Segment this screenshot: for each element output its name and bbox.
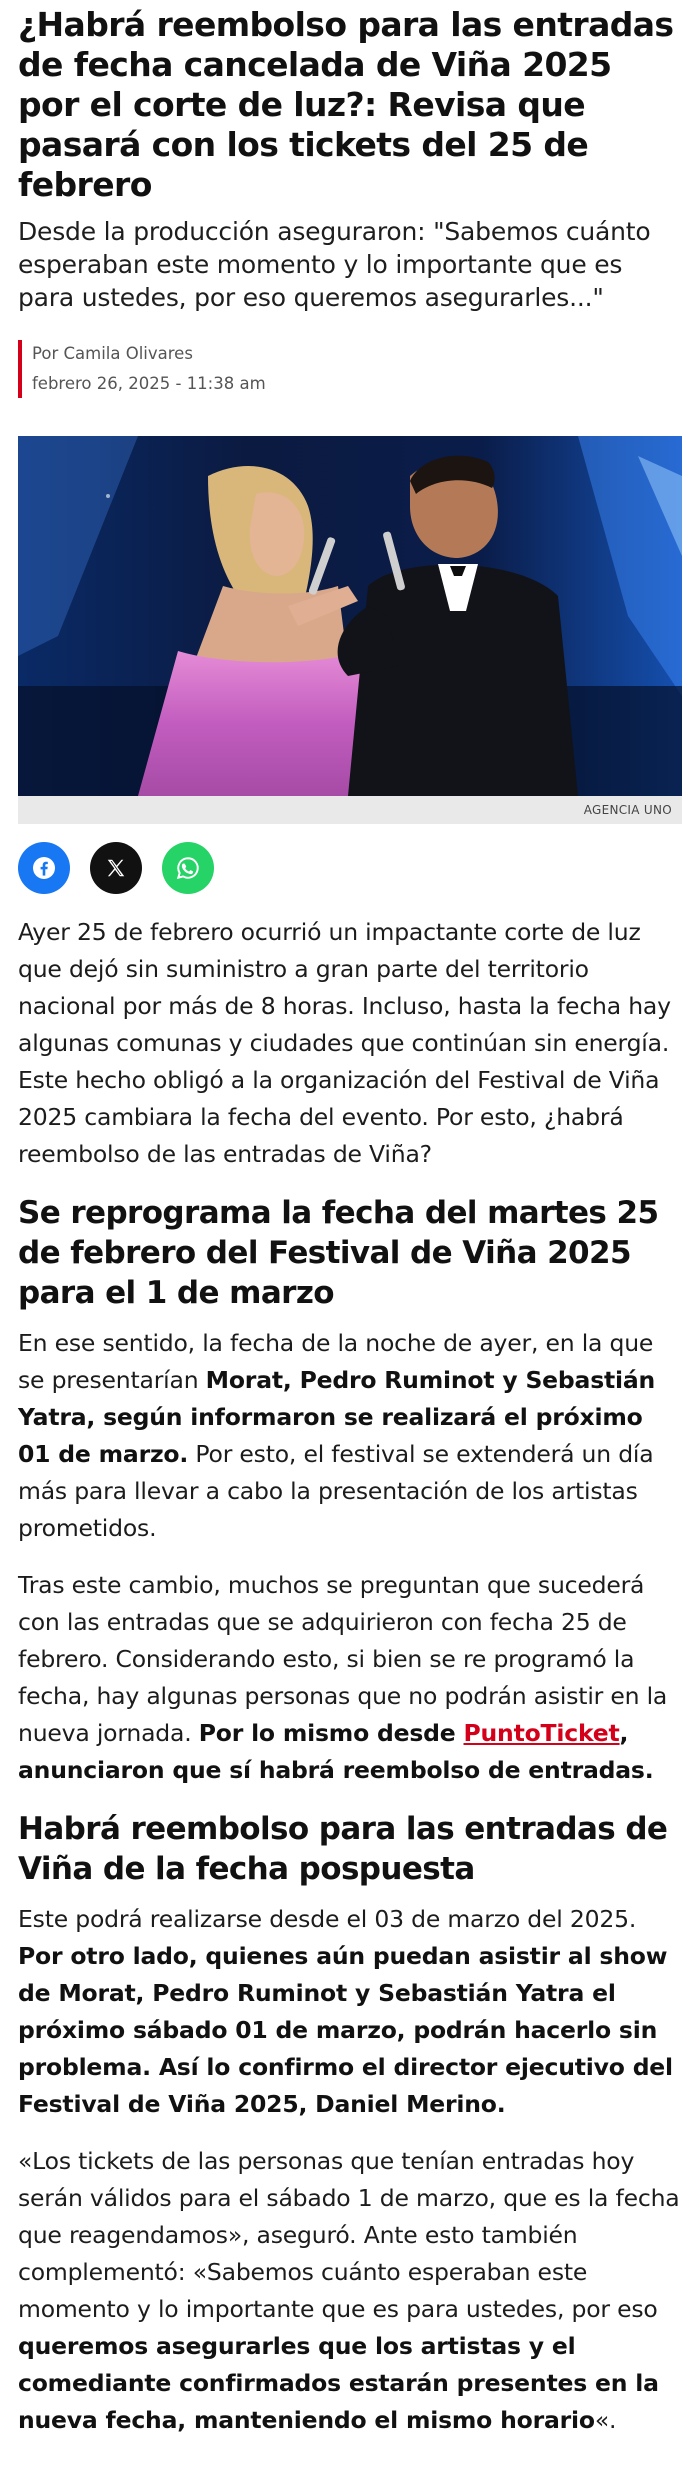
paragraph-2-bold: Morat, Pedro Ruminot y Sebastián Yatra, según informaron se realizará el próximo 01 de marzo. [18, 1366, 656, 1468]
paragraph-3-bold-end: , anunciaron que sí habrá reembolso de entradas. [18, 1719, 654, 1784]
paragraph-3-bold: Por lo mismo desde [198, 1719, 464, 1747]
paragraph-3-text: Tras este cambio, muchos se preguntan que sucederá con las entradas que se adquirieron con fecha 25 de febrero. Considerando esto, si bien se re programó la fecha, hay algunas personas que no podrán asistir en la nueva jornada. [18, 1571, 668, 1747]
article-title: ¿Habrá reembolso para las entradas de fecha cancelada de Viña 2025 por el corte de luz?: Revisa que pasará con los tickets del 25 de febrero [18, 5, 674, 204]
facebook-icon [32, 856, 56, 880]
article-photo[interactable] [18, 436, 682, 796]
x-icon [105, 857, 127, 879]
publish-date: febrero 26, 2025 - 11:38 am [32, 374, 266, 393]
paragraph-5 [18, 2143, 682, 2439]
paragraph-2-text: En ese sentido, la fecha de la noche de ayer, en la que se presentarían [18, 1329, 654, 1394]
paragraph-4 [18, 1901, 682, 2123]
subheading-2: Habrá reembolso para las entradas de Viña de la fecha pospuesta [18, 1811, 668, 1887]
paragraph-5-text: «Los tickets de las personas que tenían entradas hoy serán válidos para el sábado 1 de marzo, que es la fecha que reagendamos», aseguró. Ante esto también complementó: «Sabemos cuánto esperaban este momento y lo importante que es para ustedes, por eso [18, 2147, 680, 2323]
article-figure [18, 436, 682, 824]
paragraph-1: Ayer 25 de febrero ocurrió un impactante corte de luz que dejó sin suministro a gran parte del territorio nacional por más de 8 horas. Incluso, hasta la fecha hay algunas comunas y ciudades que continúan sin energía. Este hecho obligó a la organización del Festival de Viña 2025 cambiara la fecha del evento. Por esto, ¿habrá reembolso de las entradas de Viña? [18, 918, 671, 1168]
paragraph-5-bold: queremos asegurarles que los artistas y el comediante confirmados estarán presentes en la nueva fecha, manteniendo el mismo horario [18, 2332, 659, 2434]
share-facebook-button[interactable] [18, 842, 70, 894]
paragraph-4-text: Este podrá realizarse desde el 03 de marzo del 2025. [18, 1905, 637, 1933]
byline [18, 340, 682, 398]
paragraph-3 [18, 1567, 682, 1789]
share-whatsapp-button[interactable] [162, 842, 214, 894]
share-x-button[interactable] [90, 842, 142, 894]
image-credit: AGENCIA UNO [583, 803, 672, 817]
paragraph-5-text-end: «. [594, 2406, 617, 2434]
puntoticket-link[interactable]: PuntoTicket [463, 1719, 620, 1747]
article-lead: Desde la producción aseguraron: "Sabemos cuánto esperaban este momento y lo importante que es para ustedes, por eso queremos asegurarles..." [18, 217, 651, 312]
paragraph-4-bold: Por otro lado, quienes aún puedan asistir al show de Morat, Pedro Ruminot y Sebastián Yatra el próximo sábado 01 de marzo, podrán hacerlo sin problema. Así lo confirmo el director ejecutivo del Festival de Viña 2025, Daniel Merino. [18, 1942, 673, 2118]
paragraph-2 [18, 1325, 682, 1547]
share-bar [18, 842, 682, 894]
author-name[interactable]: Por Camila Olivares [32, 344, 193, 363]
stage-photo-illustration [18, 436, 682, 796]
subheading-1: Se reprograma la fecha del martes 25 de febrero del Festival de Viña 2025 para el 1 de marzo [18, 1195, 659, 1311]
paragraph-2-text-end: Por esto, el festival se extenderá un día más para llevar a cabo la presentación de los artistas prometidos. [18, 1440, 654, 1542]
image-credit-bar [18, 796, 682, 824]
whatsapp-icon [175, 855, 201, 881]
